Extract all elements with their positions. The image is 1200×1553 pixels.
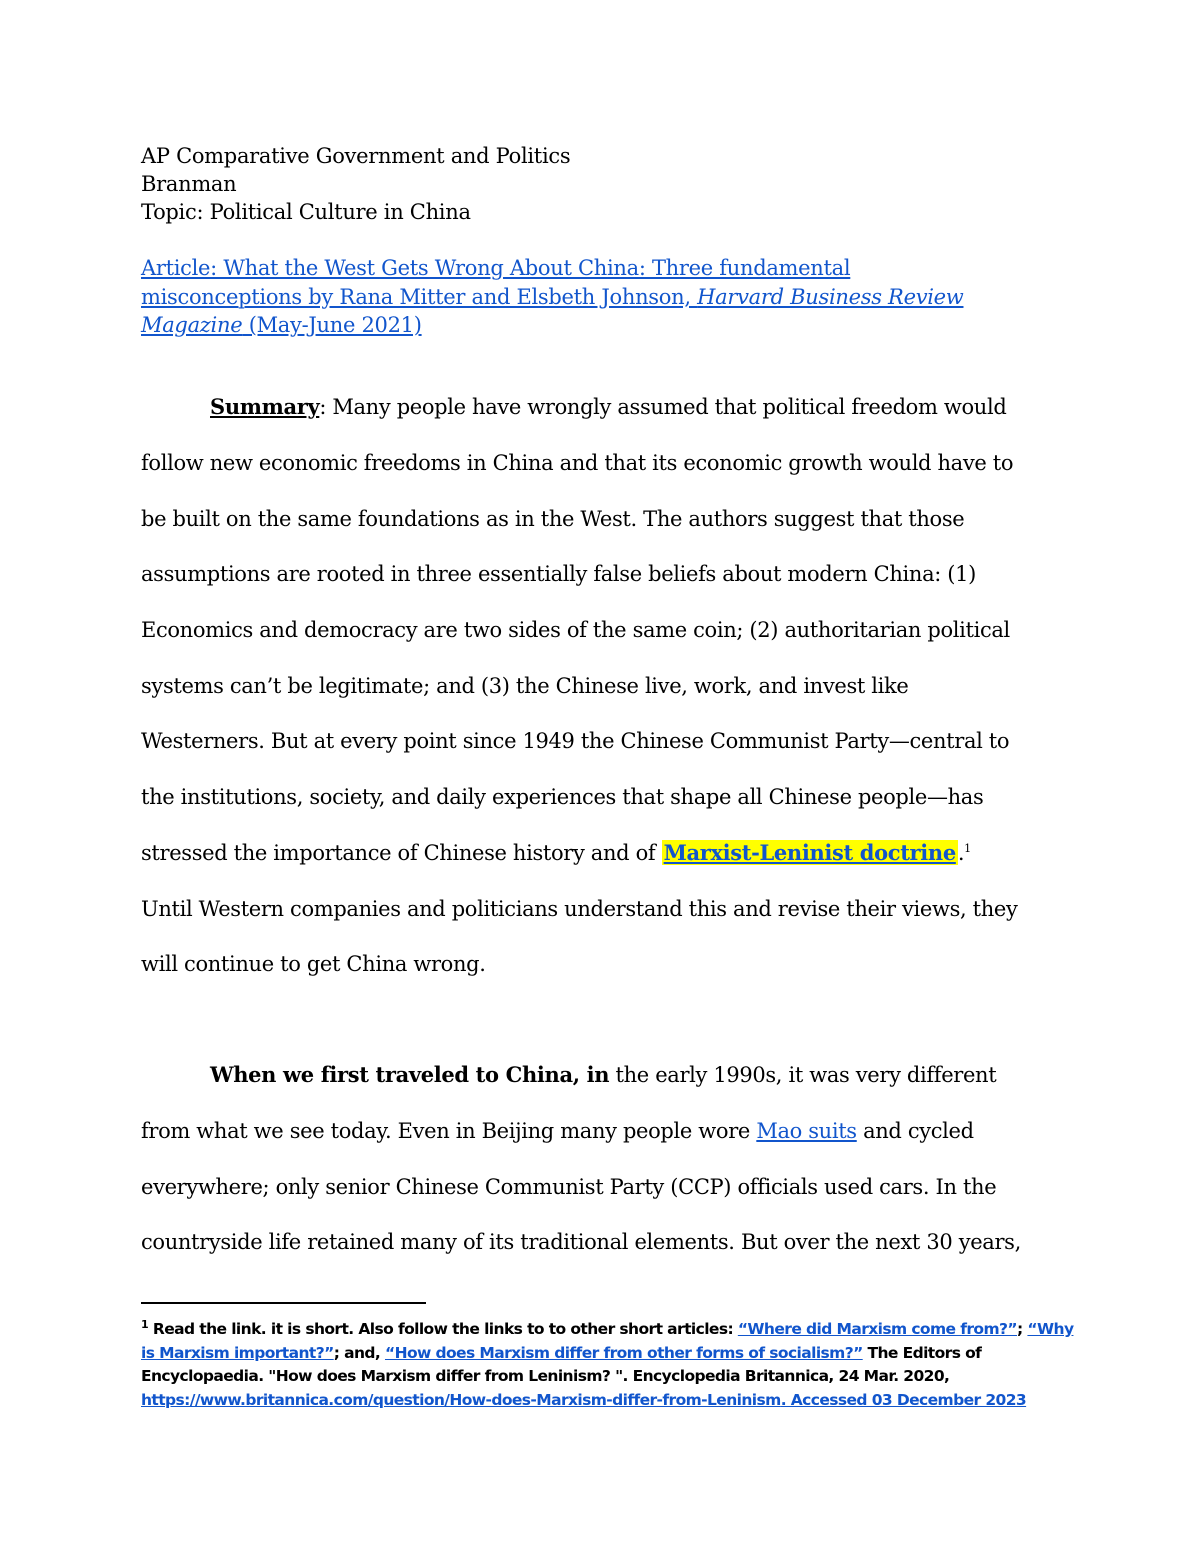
summary-label: Summary [210, 394, 320, 419]
how-marxism-differs-link[interactable]: “How does Marxism differ from other forms of socialism?” [384, 1343, 863, 1362]
teacher-name: Branman [141, 172, 237, 196]
publication-name[interactable]: Harvard Business Review [697, 284, 964, 309]
footnote-line: Encyclopaedia. "How does Marxism differ from Leninism? ". Encyclopedia Britannica, 24 Mar. 2020, [141, 1367, 950, 1385]
why-marxism-important-link[interactable]: “Why [1027, 1320, 1074, 1338]
lead-in-bold: When we first traveled to China, in [210, 1062, 610, 1087]
footnote-line: is Marxism important?”; and, “How does Marxism differ from other forms of socialism?” The Editors of [141, 1343, 982, 1362]
article-authors[interactable]: misconceptions by Rana Mitter and Elsbeth Johnson, [141, 284, 698, 309]
article-link-line-1[interactable]: Article: What the West Gets Wrong About China: Three fundamental [141, 256, 851, 280]
document-header [141, 142, 570, 226]
topic-line: Topic: Political Culture in China [141, 200, 471, 224]
marxist-leninist-link[interactable]: Marxist-Leninist doctrine [663, 840, 956, 865]
body-line: everywhere; only senior Chinese Communist Party (CCP) officials used cars. In the [141, 1175, 997, 1199]
article-link-line-2[interactable] [141, 283, 1041, 312]
britannica-url-link[interactable]: https://www.britannica.com/question/How-does-Marxism-differ-from-Leninism [141, 1390, 781, 1409]
footnote-separator [141, 1302, 426, 1304]
article-link-line-3[interactable] [141, 311, 1041, 340]
summary-line: be built on the same foundations as in the West. The authors suggest that those [141, 507, 965, 531]
footnote-line [141, 1389, 1061, 1413]
publication-magazine[interactable]: Magazine [141, 313, 243, 337]
summary-line: stressed the importance of Chinese history and of Marxist-Leninist doctrine.$^1$ [141, 840, 971, 865]
summary-line: Westerners. But at every point since 1949 the Chinese Communist Party—central to [141, 729, 1010, 753]
summary-line: Economics and democracy are two sides of the same coin; (2) authoritarian political [141, 618, 1010, 642]
body-line: When we first traveled to China, in the early 1990s, it was very different [210, 1062, 997, 1087]
publication-date[interactable]: (May-June 2021) [242, 313, 422, 337]
summary-line: Summary: Many people have wrongly assumed that political freedom would [210, 394, 1007, 419]
summary-line: will continue to get China wrong. [141, 952, 486, 976]
highlighted-link[interactable] [662, 840, 958, 865]
summary-line: Until Western companies and politicians understand this and revise their views, they [141, 897, 1018, 921]
course-title: AP Comparative Government and Politics [141, 144, 571, 168]
footnote [141, 1317, 1074, 1412]
summary-line: assumptions are rooted in three essentially false beliefs about modern China: (1) [141, 562, 976, 586]
body-line: from what we see today. Even in Beijing many people wore Mao suits and cycled [141, 1119, 974, 1143]
body-line: countryside life retained many of its traditional elements. But over the next 30 years, [141, 1230, 1021, 1254]
where-did-marxism-link[interactable]: “Where did Marxism come from?” [737, 1320, 1018, 1338]
why-marxism-important-link-cont[interactable]: is Marxism important?” [141, 1343, 334, 1362]
footnote-reference[interactable]: 1 [964, 842, 971, 855]
footnote-number: 1 [141, 1317, 149, 1331]
summary-line: follow new economic freedoms in China and that its economic growth would have to [141, 451, 1014, 475]
article-citation-link[interactable] [141, 254, 1041, 340]
accessed-date[interactable]: . Accessed 03 December 2023 [780, 1390, 1027, 1409]
footnote-line: $^1$ Read the link. it is short. Also follow the links to to other short articles: “Where did Marxism come from?”; “Why [141, 1317, 1074, 1338]
summary-line: the institutions, society, and daily experiences that shape all Chinese people—has [141, 785, 984, 809]
mao-suits-link[interactable]: Mao suits [756, 1119, 857, 1143]
summary-line: systems can’t be legitimate; and (3) the Chinese live, work, and invest like [141, 674, 909, 698]
